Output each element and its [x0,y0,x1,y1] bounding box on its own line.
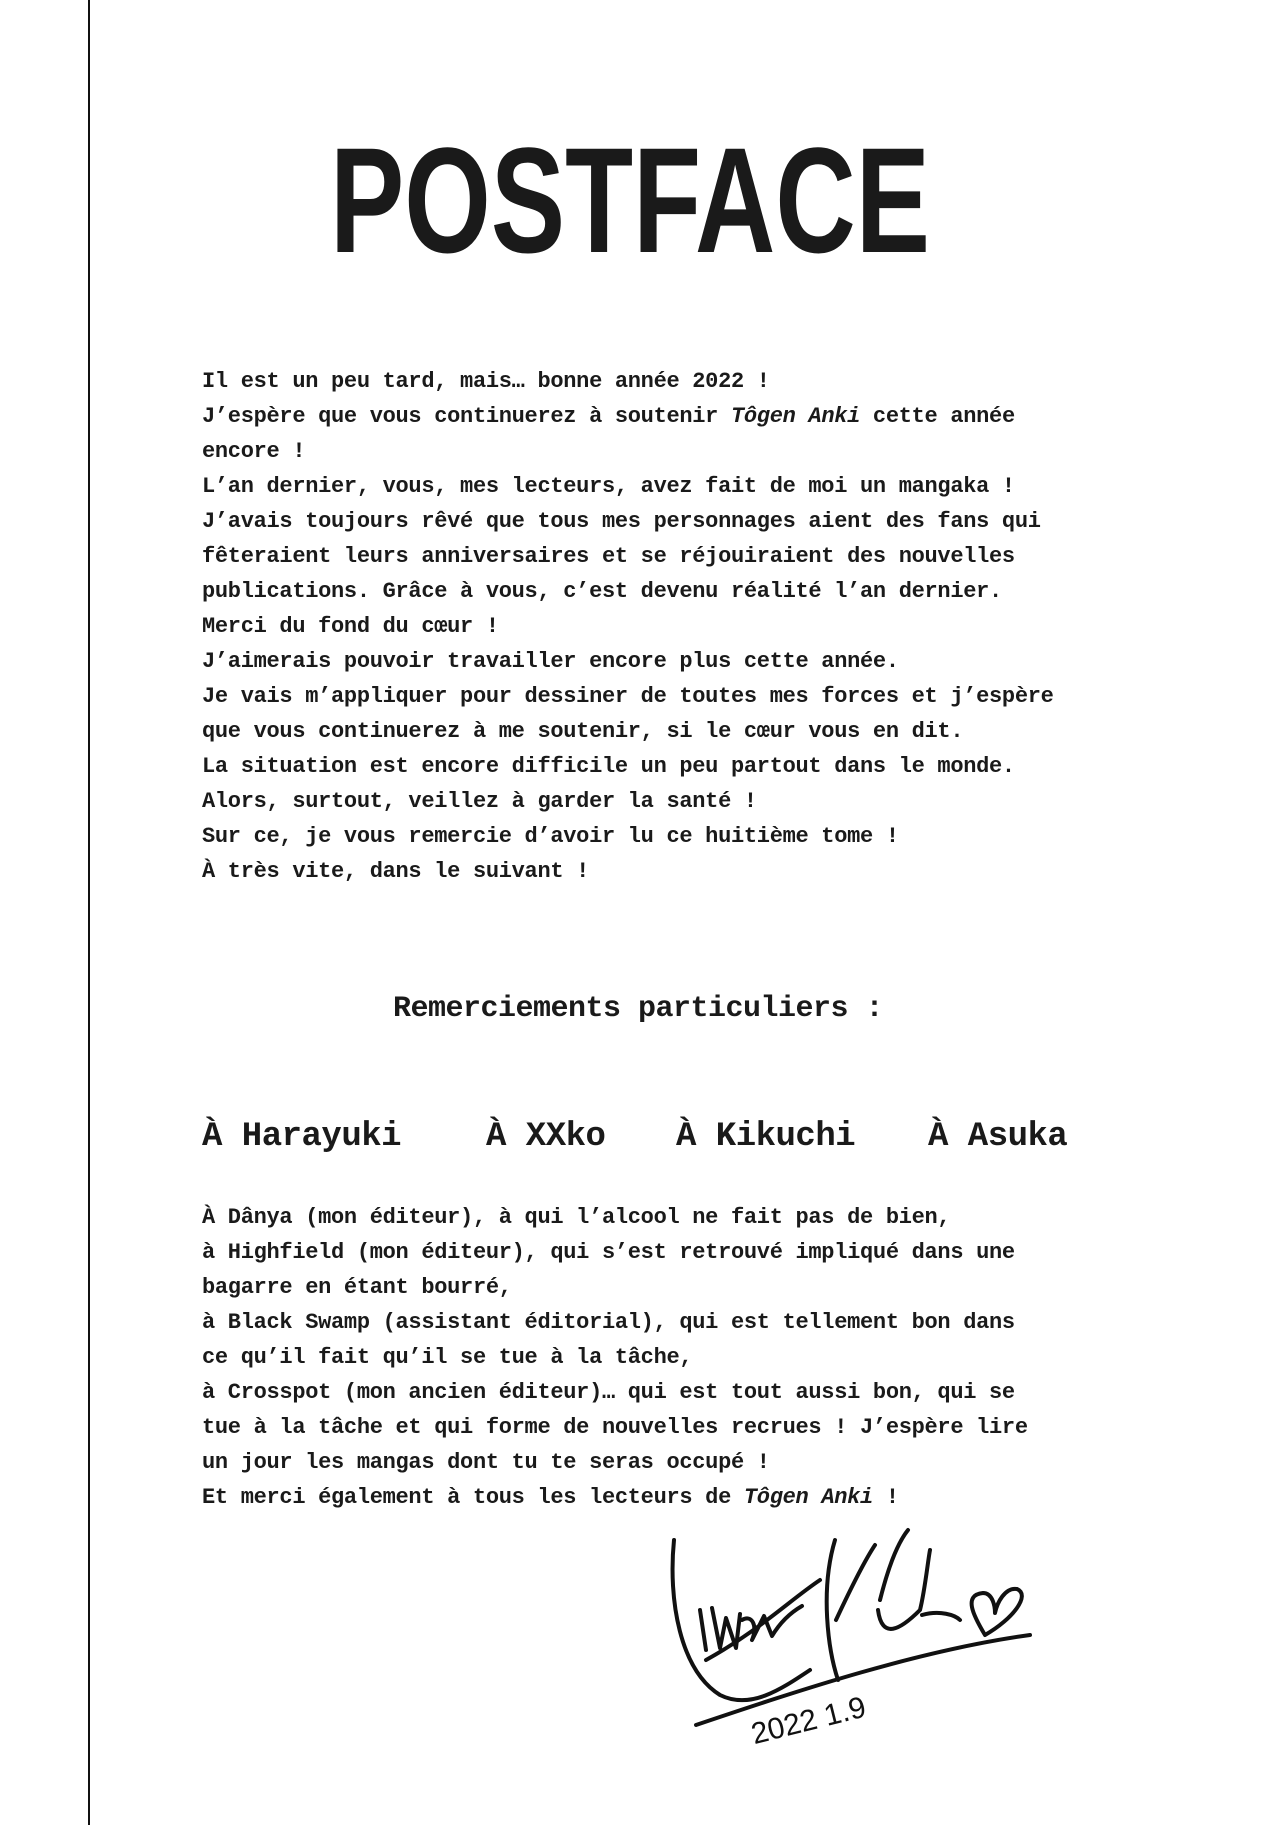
signature-date: 2022 1.9 [747,1690,870,1752]
series-title: Tôgen Anki [731,404,861,429]
text-line: À très vite, dans le suivant ! [202,859,590,884]
text-line: J’avais toujours rêvé que tous mes personnages aient des fans qui [202,509,1041,534]
text-line: Sur ce, je vous remercie d’avoir lu ce huitième tome ! [202,824,899,849]
text-line: ce qu’il fait qu’il se tue à la tâche, [202,1345,693,1370]
text-line: Je vais m’appliquer pour dessiner de toutes mes forces et j’espère [202,684,1054,709]
thanks-name: À XXko [486,1118,606,1156]
text-span: ! [872,1485,899,1510]
text-line: Alors, surtout, veillez à garder la santé ! [202,789,757,814]
text-span: Et merci également à tous les lecteurs de [202,1485,744,1510]
thanks-name: À Harayuki [202,1118,402,1156]
text-line: à Crosspot (mon ancien éditeur)… qui est tout aussi bon, qui se [202,1380,1015,1405]
text-line: un jour les mangas dont tu te seras occupé ! [202,1450,770,1475]
text-line: Il est un peu tard, mais… bonne année 2022 ! [202,369,770,394]
text-line: que vous continuerez à me soutenir, si le cœur vous en dit. [202,719,964,744]
page-title-text: POSTFACE [330,116,930,284]
series-title: Tôgen Anki [743,1485,873,1510]
text-line: à Highfield (mon éditeur), qui s’est retrouvé impliqué dans une [202,1240,1015,1265]
text-line: J’aimerais pouvoir travailler encore plus cette année. [202,649,899,674]
text-line [202,399,1122,434]
thanks-heading: Remerciements particuliers : [392,992,884,1026]
text-line: à Black Swamp (assistant éditorial), qui est tellement bon dans [202,1310,1015,1335]
text-line: À Dânya (mon éditeur), à qui l’alcool ne fait pas de bien, [202,1205,951,1230]
text-line [202,1480,1122,1515]
text-line: tue à la tâche et qui forme de nouvelles recrues ! J’espère lire [202,1415,1028,1440]
author-signature [660,1520,1080,1752]
text-line: L’an dernier, vous, mes lecteurs, avez fait de moi un mangaka ! [202,474,1015,499]
postface-paragraph [202,364,1122,889]
margin-rule [88,0,90,1825]
text-line: bagarre en étant bourré, [202,1275,512,1300]
page-title [320,112,940,282]
text-span: cette année [860,404,1015,429]
text-span: J’espère que vous continuerez à soutenir [202,404,731,429]
text-line: publications. Grâce à vous, c’est devenu réalité l’an dernier. [202,579,1002,604]
text-line: Merci du fond du cœur ! [202,614,499,639]
text-line: encore ! [202,439,306,464]
thanks-name: À Asuka [928,1118,1068,1156]
thanks-name: À Kikuchi [676,1118,856,1156]
thanks-paragraph [202,1200,1122,1515]
text-line: La situation est encore difficile un peu partout dans le monde. [202,754,1015,779]
text-line: fêteraient leurs anniversaires et se réjouiraient des nouvelles [202,544,1015,569]
